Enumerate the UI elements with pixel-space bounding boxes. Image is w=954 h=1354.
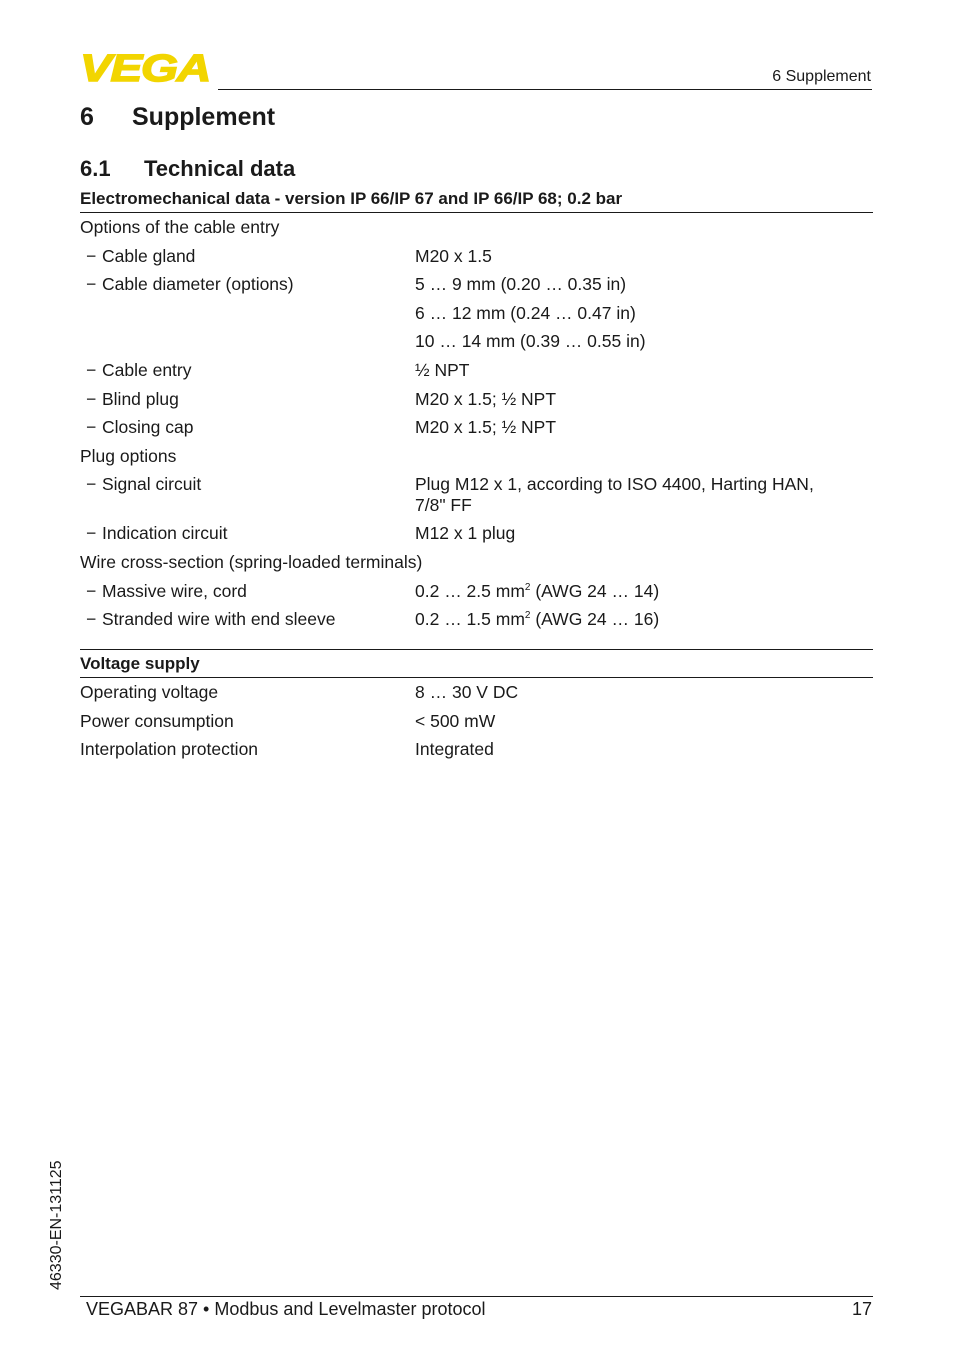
table-row	[80, 242, 873, 271]
row-value: Integrated	[415, 739, 494, 760]
row-label: − Stranded wire with end sleeve	[86, 609, 335, 630]
table-row	[80, 735, 873, 764]
electromechanical-table	[80, 188, 873, 634]
row-value: M20 x 1.5; ½ NPT	[415, 417, 557, 438]
row-value: 0.2 … 1.5 $mm^2$ (AWG 24 … 16)	[415, 609, 660, 630]
table-row	[80, 327, 873, 356]
table-row	[80, 470, 873, 519]
table-title: Voltage supply	[80, 649, 873, 678]
row-label: − Indication circuit	[86, 523, 227, 544]
row-value: ½ NPT	[415, 359, 470, 380]
svg-text:VEGA: VEGA	[80, 50, 210, 84]
row-value: M12 x 1 plug	[415, 523, 516, 544]
table-row	[80, 442, 873, 471]
row-value: Plug M12 x 1, according to ISO 4400, Harting HAN, 7/8" FF	[415, 474, 814, 516]
row-label: − Closing cap	[86, 417, 193, 438]
table-row	[80, 707, 873, 736]
page-number: 17	[851, 1299, 872, 1319]
footer-title: VEGABAR 87 • Modbus and Levelmaster protocol	[86, 1299, 486, 1319]
table-row	[80, 299, 873, 328]
row-label: − Blind plug	[86, 389, 179, 410]
table-row	[80, 605, 873, 634]
row-value: 5 … 9 mm (0.20 … 0.35 in)	[415, 274, 627, 295]
table-row	[80, 577, 873, 606]
table-row	[80, 413, 873, 442]
subsection-heading	[80, 156, 295, 182]
row-value: 0.2 … 2.5 $mm^2$ (AWG 24 … 14)	[415, 580, 660, 601]
table-row	[80, 385, 873, 414]
table-row	[80, 356, 873, 385]
table-row	[80, 678, 873, 707]
row-label: − Massive wire, cord	[86, 581, 247, 602]
row-label: Power consumption	[80, 710, 234, 731]
row-label: Plug options	[80, 445, 177, 466]
section-number: 6	[80, 103, 94, 131]
vega-logo	[80, 50, 212, 84]
section-title: Supplement	[132, 103, 276, 131]
row-value: M20 x 1.5; ½ NPT	[415, 388, 557, 409]
row-label: Options of the cable entry	[80, 217, 280, 237]
row-label: Interpolation protection	[80, 739, 259, 760]
row-label: − Cable diameter (options)	[86, 274, 294, 295]
row-value: 6 … 12 mm (0.24 … 0.47 in)	[415, 302, 636, 323]
table-row	[80, 213, 873, 242]
subsection-title: Technical data	[144, 156, 296, 181]
header-section: 6 Supplement	[772, 68, 871, 85]
row-value: 8 … 30 V DC	[415, 682, 519, 702]
table-row	[80, 548, 873, 577]
row-value: < 500 mW	[415, 710, 496, 731]
header-rule	[218, 89, 872, 90]
row-value: M20 x 1.5	[415, 245, 492, 266]
subsection-number: 6.1	[80, 156, 111, 181]
row-label: Wire cross-section (spring-loaded terminals)	[80, 551, 423, 572]
row-label: − Signal circuit	[86, 474, 201, 495]
table-title: Electromechanical data - version IP 66/IP 67 and IP 66/IP 68; 0.2 bar	[80, 188, 873, 213]
voltage-supply-table	[80, 649, 873, 764]
table-row	[80, 270, 873, 299]
row-label: Operating voltage	[80, 682, 219, 702]
row-value: 10 … 14 mm (0.39 … 0.55 in)	[415, 331, 646, 352]
row-label: − Cable entry	[86, 360, 192, 381]
row-label: − Cable gland	[86, 246, 195, 267]
section-heading	[80, 103, 275, 132]
document-code: 46330-EN-131125	[48, 1160, 65, 1290]
footer-rule	[80, 1296, 873, 1297]
table-row	[80, 519, 873, 548]
